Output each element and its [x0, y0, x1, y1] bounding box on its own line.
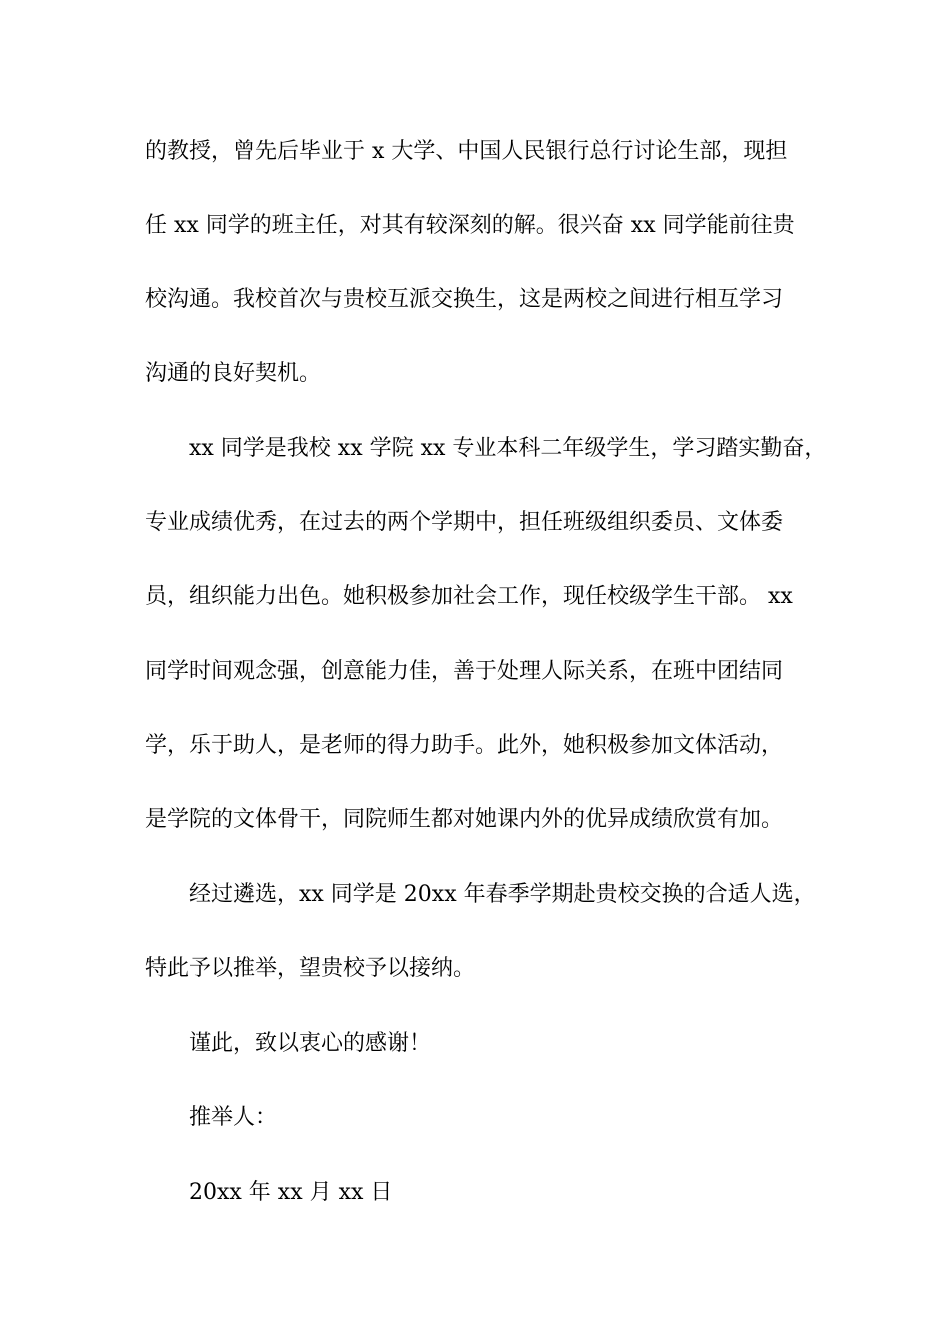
- body-line: 校沟通。我校首次与贵校互派交换生，这是两校之间进行相互学习: [145, 287, 784, 312]
- body-line: 沟通的良好契机。: [145, 361, 322, 386]
- body-line: xx 同学是我校 xx 学院 xx 专业本科二年级学生，学习踏实勤奋，: [189, 436, 827, 461]
- body-line: 是学院的文体骨干，同院师生都对她课内外的优异成绩欣赏有加。: [145, 807, 784, 832]
- body-line: 同学时间观念强，创意能力佳，善于处理人际关系，在班中团结同: [145, 659, 784, 684]
- closing-line: 谨此，致以衷心的感谢！: [189, 1031, 432, 1056]
- body-line: 经过遴选，xx 同学是 20xx 年春季学期赴贵校交换的合适人选，: [189, 882, 816, 907]
- body-line: 员，组织能力出色。她积极参加社会工作，现任校级学生干部。 xx: [145, 584, 793, 609]
- body-line: 专业成绩优秀，在过去的两个学期中，担任班级组织委员、文体委: [145, 510, 784, 535]
- signature-label: 推举人：: [189, 1105, 278, 1130]
- body-line: 任 xx 同学的班主任，对其有较深刻的解。很兴奋 xx 同学能前往贵: [145, 213, 795, 238]
- body-line: 特此予以推举，望贵校予以接纳。: [145, 956, 476, 981]
- body-line: 学，乐于助人，是老师的得力助手。此外，她积极参加文体活动，: [145, 733, 784, 758]
- date-line: 20xx 年 xx 月 xx 日: [189, 1180, 393, 1205]
- body-line: 的教授，曾先后毕业于 x 大学、中国人民银行总行讨论生部，现担: [145, 139, 788, 164]
